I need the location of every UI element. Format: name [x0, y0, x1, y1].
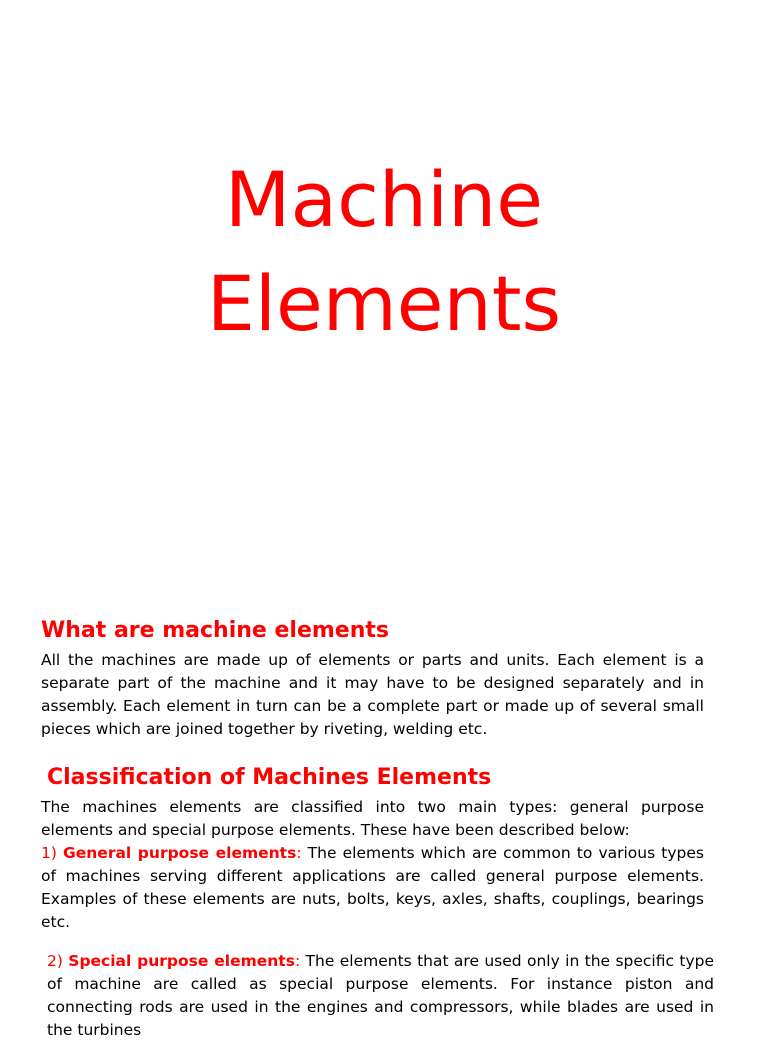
list-item-term: General purpose elements: [63, 844, 297, 862]
section-paragraph-definition: All the machines are made up of elements or parts and units. Each element is a separate part of the machine and it may have to be designed separately and in assembly. Each element in turn can be a complete part or made up of several small pieces which are joined together by riveting, welding etc.: [41, 651, 704, 738]
section-heading-what-are: What are machine elements: [41, 618, 389, 643]
list-item-colon: :: [294, 952, 301, 970]
page-title: [0, 148, 768, 356]
list-item-number: 2): [47, 952, 69, 970]
title-line-2: Elements: [206, 259, 562, 348]
content-body: [41, 616, 715, 1042]
list-item-number: 1): [41, 844, 64, 862]
list-item-special-purpose: [47, 950, 714, 1042]
list-item-text: The elements which are common to various types of machines serving different applications are called general purpose elements. Examples of these elements are nuts, bolts, keys, axles, shafts, couplings, bearings etc.: [41, 844, 704, 931]
list-item-term: Special purpose elements: [68, 952, 295, 970]
list-item-text: The elements that are used only in the specific type of machine are called as special purpose elements. For instance piston and connecting rods are used in the engines and compressors, while blades are used in the turbines: [47, 952, 715, 1039]
section-heading-classification: Classification of Machines Elements: [47, 765, 492, 790]
classification-intro: The machines elements are classified into two main types: general purpose elements and special purpose elements. These have been described below:: [41, 798, 704, 839]
list-item-colon: :: [296, 844, 302, 862]
list-item-general-purpose: [41, 842, 704, 934]
title-line-1: Machine: [224, 155, 544, 244]
